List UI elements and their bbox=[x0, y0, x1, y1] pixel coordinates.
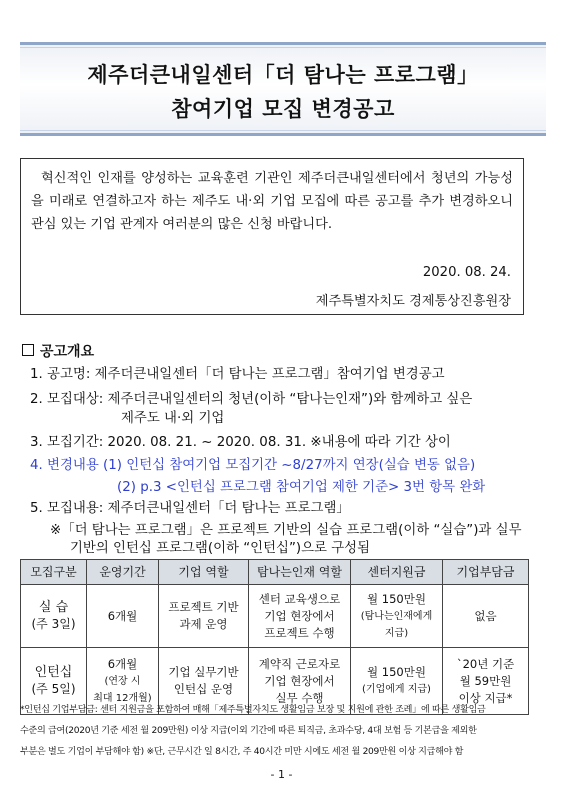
table-header: 탐나는인재 역할 bbox=[249, 560, 351, 585]
page-number: - 1 - bbox=[270, 768, 293, 781]
cell-line: 월 150만원 bbox=[367, 665, 426, 679]
table-row bbox=[21, 585, 529, 648]
table-cell: 6개월 bbox=[87, 585, 159, 648]
cell-line: 월 59만원 bbox=[459, 673, 512, 688]
cell-line: 과제 운영 bbox=[179, 617, 228, 631]
square-bullet-icon bbox=[22, 344, 34, 356]
title-banner bbox=[20, 42, 546, 136]
cell-line: 월 150만원 bbox=[367, 591, 426, 606]
cell-line: 프로젝트 수행 bbox=[264, 625, 335, 640]
table-header: 기업 역할 bbox=[159, 560, 249, 585]
table-cell: 없음 bbox=[443, 585, 529, 648]
item-period: 3. 모집기간: 2020. 08. 21. ~ 2020. 08. 31. ※내용에 따라 기간 상이 bbox=[30, 435, 451, 450]
section-heading bbox=[22, 341, 94, 361]
cell-line: (연장 시 bbox=[104, 675, 141, 687]
cell-line: 기업 실무기반 bbox=[168, 665, 239, 679]
cell-line: 실 습 bbox=[38, 600, 69, 615]
item-change-2: (2) p.3 <인턴십 프로그램 참여기업 제한 기준> 3번 항목 완화 bbox=[117, 480, 486, 495]
program-table bbox=[20, 559, 529, 715]
footnote-line: 부분은 별도 기업이 부담해야 함) ※단, 근무시간 일 8시간, 주 40시간 미만 시에도 세전 월 209만원 이상 지급해야 함 bbox=[20, 747, 464, 757]
table-cell bbox=[351, 585, 443, 648]
cell-line: (주 5일) bbox=[31, 682, 76, 696]
item-notice-name: 1. 공고명: 제주더큰내일센터「더 탐나는 프로그램」참여기업 변경공고 bbox=[30, 367, 445, 382]
item-change-1: 4. 변경내용 (1) 인턴십 참여기업 모집기간 ~8/27까지 연장(실습 변동 없음) bbox=[30, 458, 476, 473]
cell-line: 프로젝트 기반 bbox=[168, 600, 239, 614]
cell-line: 이상 지급* bbox=[458, 690, 513, 705]
table-cell bbox=[249, 585, 351, 648]
cell-line: (주 3일) bbox=[31, 617, 76, 631]
cell-line: 실무 수행 bbox=[275, 690, 324, 705]
cell-line: 기업 현장에서 bbox=[264, 673, 335, 688]
table-header-row bbox=[21, 560, 529, 585]
cell-line: (기업에게 지급) bbox=[362, 684, 431, 695]
item-content: 5. 모집내용: 제주더큰내일센터「더 탐나는 프로그램」 bbox=[30, 501, 350, 516]
intro-box bbox=[20, 158, 524, 315]
item-target-line2: 제주도 내·외 기업 bbox=[121, 411, 225, 426]
cell-line: 기업 현장에서 bbox=[264, 608, 335, 623]
table-cell bbox=[159, 585, 249, 648]
item-note-line1: ※「더 탐나는 프로그램」은 프로젝트 기반의 실습 프로그램(이하 “실습”)과 실무 bbox=[50, 523, 522, 538]
intro-text: 혁신적인 인재를 양성하는 교육훈련 기관인 제주더큰내일센터에서 청년의 가능성을 미래로 연결하고자 하는 제주도 내·외 기업 모집에 따른 공고를 추가 변경하오니 관심 있는 기업 관계자 여러분의 많은 신청 바랍니다. bbox=[31, 171, 513, 232]
cell-line: 인턴십 운영 bbox=[173, 682, 234, 696]
table-header: 센터지원금 bbox=[351, 560, 443, 585]
announcing-organization: 제주특별자치도 경제통상진흥원장 bbox=[315, 294, 511, 309]
cell-line: (탐나는인재에게 bbox=[360, 610, 433, 622]
footnote-line: *인턴십 기업부담금: 센터 지원금을 포함하여 매해「제주특별자치도 생활임금 보장 및 지원에 관한 조례」에 따른 생활임금 bbox=[20, 705, 486, 715]
cell-line: 계약직 근로자로 bbox=[258, 656, 341, 671]
cell-line: `20년 기준 bbox=[456, 656, 515, 671]
table-header: 모집구분 bbox=[21, 560, 87, 585]
cell-line: 6개월 bbox=[107, 656, 138, 671]
announcement-date: 2020. 08. 24. bbox=[422, 265, 511, 280]
page-title-line2: 참여기업 모집 변경공고 bbox=[171, 97, 395, 121]
page-title-line1: 제주더큰내일센터「더 탐나는 프로그램」 bbox=[87, 63, 479, 87]
footnote-line: 수준의 급여(2020년 기준 세전 월 209만원) 이상 지급(이외 기간에 따른 퇴직금, 초과수당, 4대 보험 등 기본급을 제외한 bbox=[20, 726, 477, 736]
item-note-line2: 기반의 인턴십 프로그램(이하 “인턴십”)으로 구성됨 bbox=[70, 541, 371, 556]
table-header: 기업부담금 bbox=[443, 560, 529, 585]
section-heading-label: 공고개요 bbox=[40, 344, 95, 360]
cell-line: 최대 12개월) bbox=[93, 692, 152, 704]
footnote bbox=[20, 700, 540, 763]
cell-line: 인턴십 bbox=[34, 665, 73, 680]
cell-line: 지급) bbox=[384, 627, 409, 639]
table-header: 운영기간 bbox=[87, 560, 159, 585]
cell-line: 센터 교육생으로 bbox=[258, 591, 341, 606]
table-cell bbox=[21, 585, 87, 648]
item-target-line1: 2. 모집대상: 제주더큰내일센터의 청년(이하 “탐나는인재”)와 함께하고 싶은 bbox=[30, 392, 473, 407]
